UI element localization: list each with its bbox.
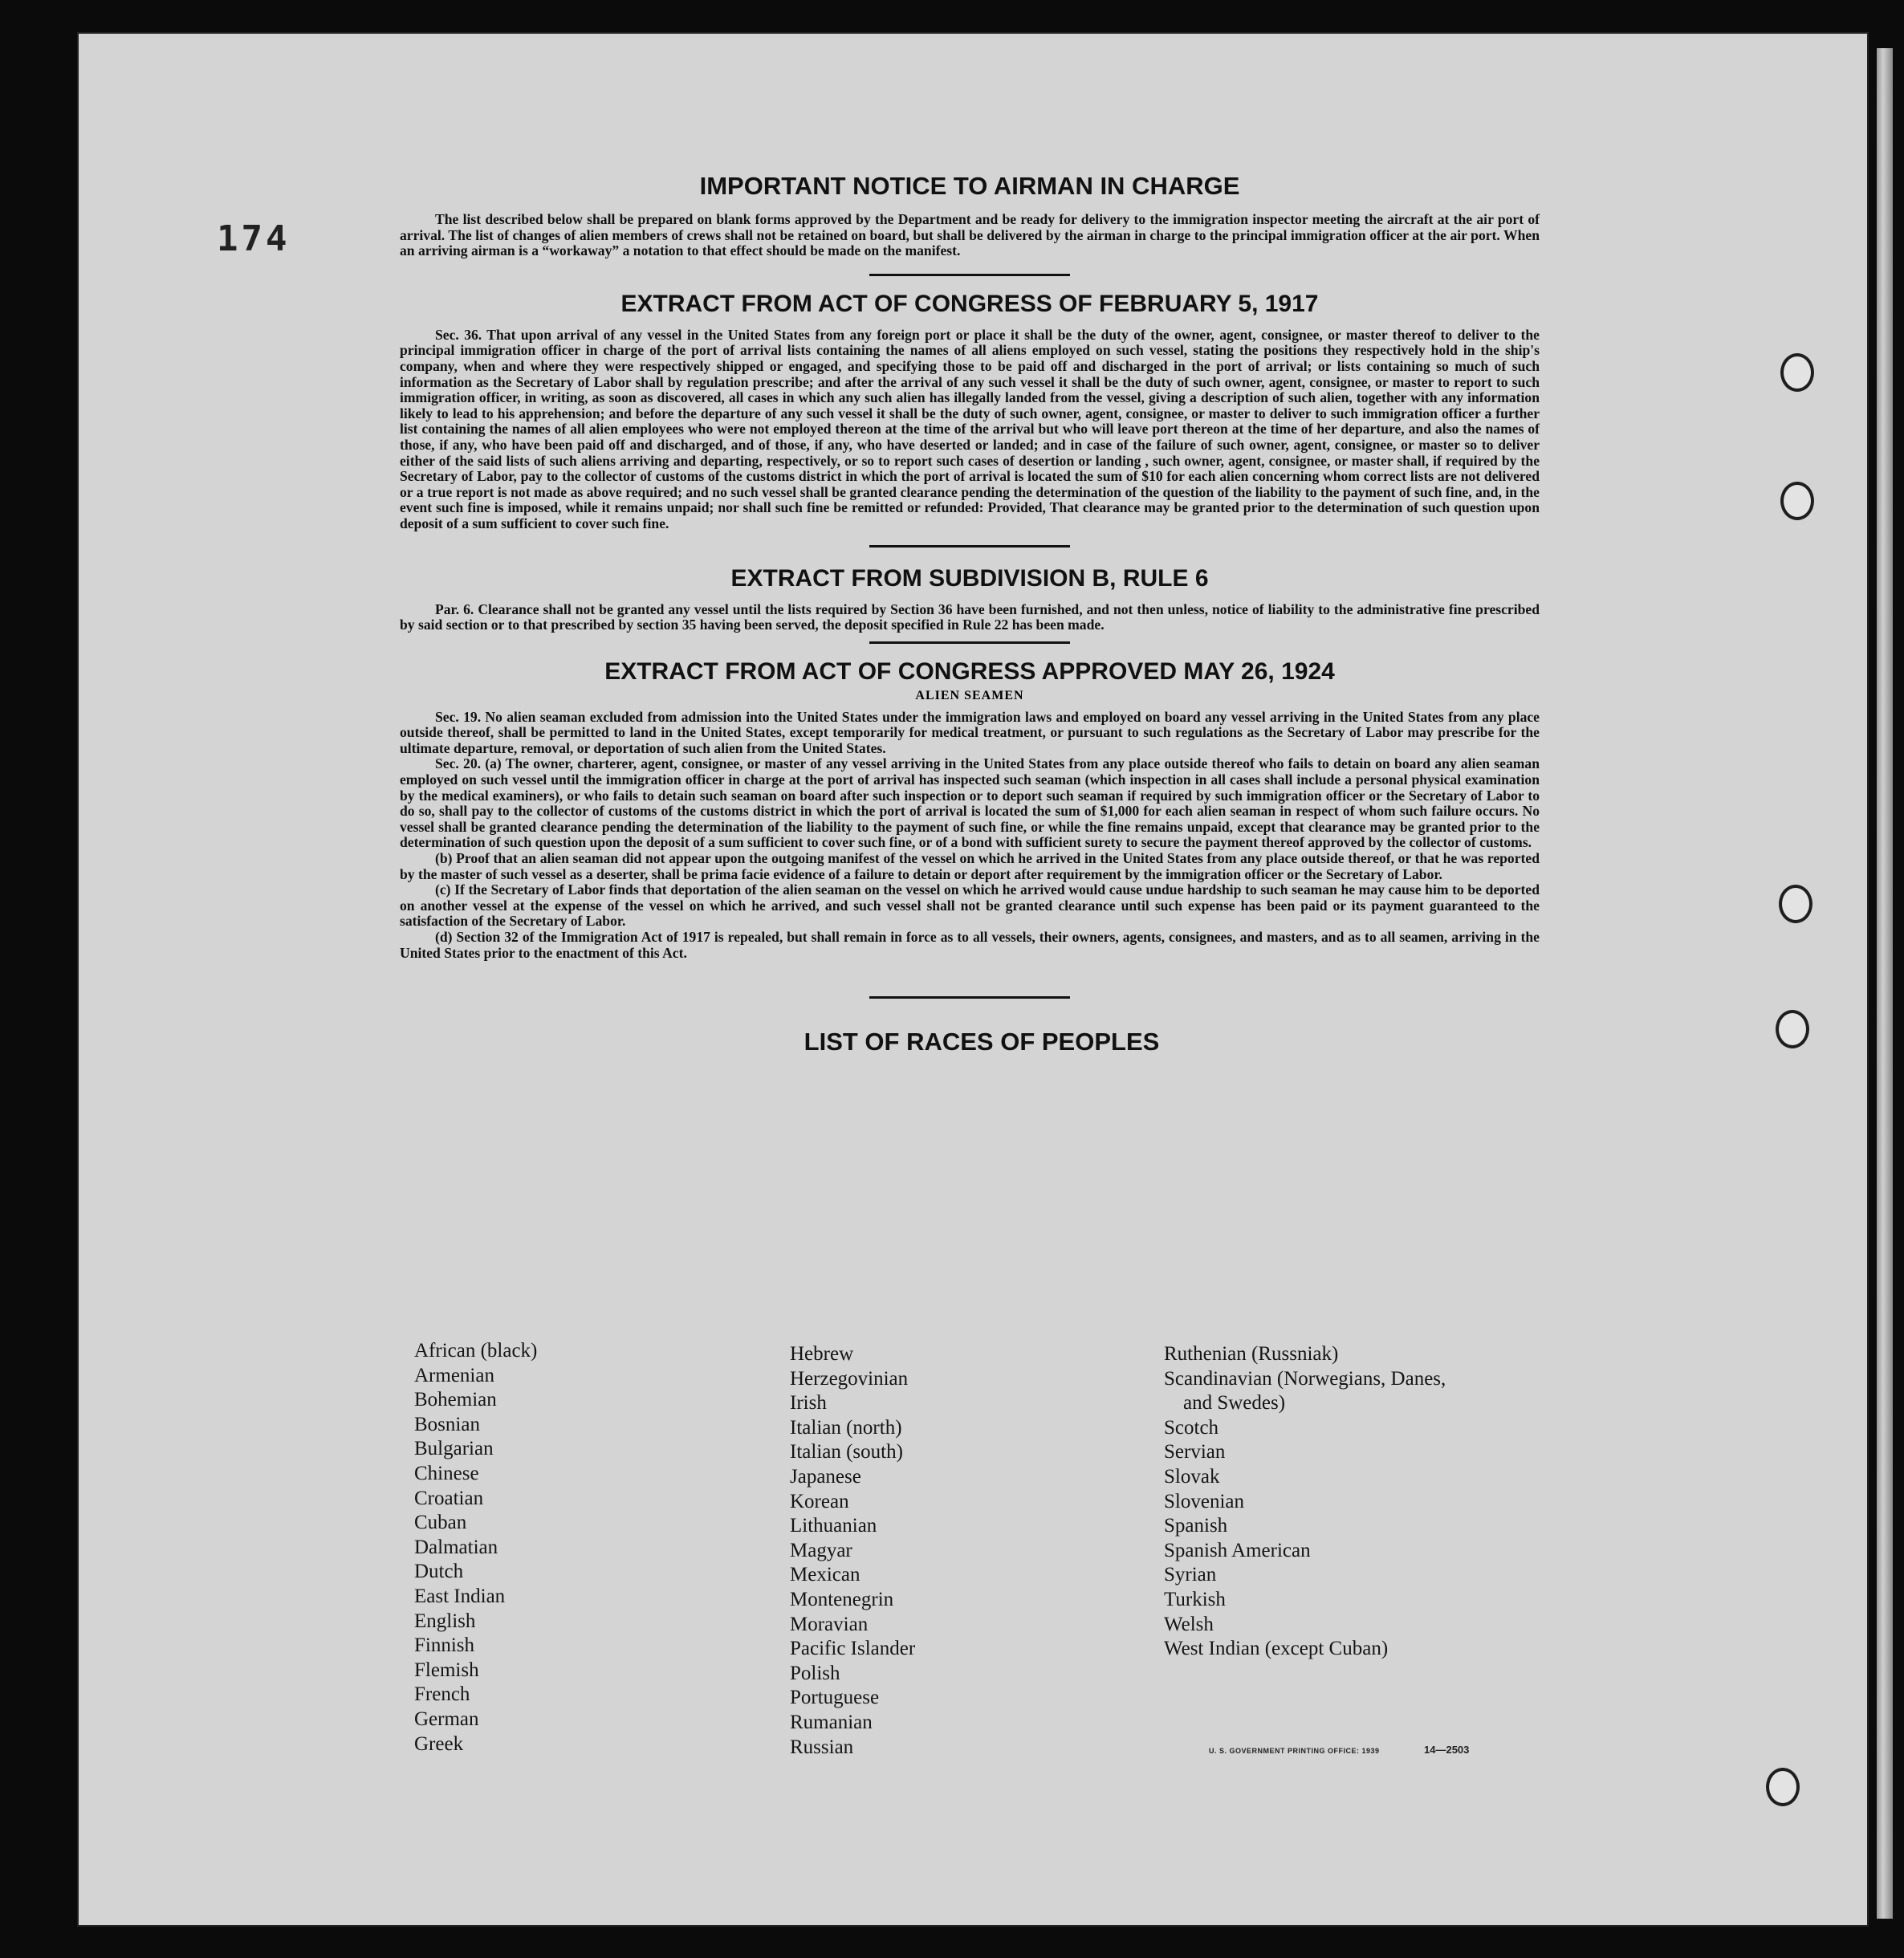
margin-mark: 174 [217,218,291,259]
races-column-2 [790,1342,915,1760]
act-1924-paragraph: (c) If the Secretary of Labor finds that deportation of the alien seaman on the vessel on which he arrived would cause undue hardship to such seaman he may cause him to be deported on another vessel at the expense of the vessel on which he arrived, and such vessel shall not be granted clearance until such expense has been paid or its payment guaranteed to the satisfaction of the Secretary of Labor. [400,881,1540,930]
race-item: and Swedes) [1183,1392,1286,1415]
race-item: Bulgarian [414,1438,494,1460]
punch-hole-icon [1780,353,1814,392]
races-column-3 [1164,1342,1446,1662]
race-item: Slovak [1164,1465,1220,1488]
act-1924-paragraph: (b) Proof that an alien seaman did not appear upon the outgoing manifest of the vessel on which he arrived in the United States from any place outside thereof, or that he was reported by the master of such vessel as a deserter, shall be prima facie evidence of a failure to detain or deport after requirement by the immigration officer or the Secretary of Labor. [400,850,1540,882]
race-item: Mexican [790,1564,860,1586]
race-item: Spanish American [1164,1539,1311,1561]
punch-hole-icon [1766,1768,1800,1806]
race-item: Moravian [790,1613,869,1635]
race-item: Herzegovinian [790,1367,909,1390]
race-item: Turkish [1164,1588,1226,1610]
printing-office-imprint: U. S. GOVERNMENT PRINTING OFFICE: 1939 [1209,1747,1380,1755]
act-1917-body: Sec. 36. That upon arrival of any vessel in the United States from any foreign port or place it shall be the duty of the owner, agent, consignee, or master thereof to deliver to the principal immigration officer in charge of the port of arrival lists containing the names of all aliens employed on such vessel, stating the positions they respectively hold in the ship's company, when and where they were respectively shipped or engaged, and specifying those to be paid off and discharged in the port of arrival; or lists containing so much of such information as the Secretary of Labor shall by regulation prescribe; and after the arrival of any such vessel it shall be the duty of such owner, agent, consignee, or master to report to such immigration officer, in writing, as soon as discovered, all cases in which any such alien has illegally landed from the vessel, giving a description of such alien, together with any information likely to lead to his apprehension; and before the departure of any such vessel it shall be the duty of such owner, agent, consignee, or master to deliver to such immigration officer a further list containing the names of all alien employees who were not employed thereon at the time of the arrival but who will leave port thereon at the time of her departure, and also the names of those, if any, who have been paid off and discharged, and of those, if any, who have deserted or landed; and in case of the failure of such owner, agent, consignee, or master so to deliver either of the said lists of such aliens arriving and departing, respectively, or so to report such cases of desertion or landing , such owner, agent, consignee, or master shall, if required by the Secretary of Labor, pay to the collector of customs of the customs district in which the port of arrival is located the sum of $10 for each alien concerning whom correct lists are not delivered or a true report is not made as above required; and no such vessel shall be granted clearance pending the determination of the question of the liability to the payment of such fine, and, in the event such fine is imposed, while it remains unpaid; nor shall such fine be remitted or refunded: Provided, That clearance may be granted prior to the determination of such question upon deposit of a sum sufficient to cover such fine. [400,326,1540,531]
race-item: Bosnian [414,1413,480,1435]
race-item: Montenegrin [790,1588,894,1610]
notice-title: IMPORTANT NOTICE TO AIRMAN IN CHARGE [699,172,1240,200]
form-number: 14—2503 [1424,1744,1470,1756]
race-item: Servian [1164,1441,1226,1463]
race-item: Italian (south) [790,1441,903,1463]
race-item: Japanese [790,1465,861,1488]
races-title: LIST OF RACES OF PEOPLES [804,1028,1160,1056]
race-item: Armenian [414,1364,494,1386]
punch-hole-icon [1780,482,1814,520]
race-item: Polish [790,1662,840,1684]
race-item: Spanish [1164,1515,1228,1537]
notice-body: The list described below shall be prepared on blank forms approved by the Department and be ready for delivery to the immigration inspector meeting the aircraft at the air port of arrival. The list of changes of alien members of crews shall not be retained on board, but shall be delivered by the airman in charge to the principal immigration officer at the air port. When an arriving airman is a “workaway” a notation to that effect should be made on the manifest. [400,211,1540,259]
race-item: Bohemian [414,1389,497,1411]
act-1924-paragraph: Sec. 20. (a) The owner, charterer, agent, consignee, or master of any vessel arriving in the United States from any place outside thereof who fails to detain on board any alien seaman employed on such vessel until the immigration officer in charge at the port of arrival has inspected such seaman (which inspection in all cases shall include a personal physical examination by the medical examiners), or who fails to detain such seaman on board after such inspection or to deport such seaman if required by such immigration officer or the Secretary of Labor to do so, shall pay to the collector of customs of the customs district in which the port of arrival is located the sum of $1,000 for each alien seaman in respect of whom such failure occurs. No vessel shall be granted clearance pending the determination of the liability to the payment of such fine, or while the fine remains unpaid, except that clearance may be granted prior to the determination of such question upon the deposit of a sum sufficient to cover such fine, or of a bond with sufficient surety to secure the payment thereof approved by the collector of customs. [400,755,1540,851]
divider [869,996,1070,999]
race-item: Lithuanian [790,1515,877,1537]
race-item: Ruthenian (Russniak) [1164,1343,1339,1365]
race-item: Dutch [414,1561,464,1583]
act-1924-title: EXTRACT FROM ACT OF CONGRESS APPROVED MAY 26, 1924 [604,657,1335,685]
act-1924-subtitle: ALIEN SEAMEN [915,688,1024,702]
rule-6-title: EXTRACT FROM SUBDIVISION B, RULE 6 [730,564,1209,592]
race-item: Chinese [414,1462,479,1484]
race-item: Korean [790,1490,849,1512]
rule-6-body: Par. 6. Clearance shall not be granted any vessel until the lists required by Section 36 have been furnished, and not then unless, notice of liability to the administrative fine prescribed by said section or to that prescribed by section 35 having been served, the deposit specified in Rule 22 has been made. [400,600,1540,633]
act-1924-paragraph: (d) Section 32 of the Immigration Act of 1917 is repealed, but shall remain in force as to all vessels, their owners, agents, consignees, and masters, and as to all seamen, arriving in the United States prior to the enactment of this Act. [400,929,1540,961]
race-item: Syrian [1164,1564,1217,1586]
race-item: Irish [790,1392,827,1415]
document-body [400,172,1540,1056]
race-item: East Indian [414,1585,506,1607]
race-item: Rumanian [790,1711,873,1733]
race-item: Portuguese [790,1687,880,1709]
race-item: German [414,1708,479,1730]
race-item: Pacific Islander [790,1638,916,1660]
race-item: Italian (north) [790,1416,902,1439]
page-edge [1877,48,1893,1919]
act-1924-paragraph: Sec. 19. No alien seaman excluded from admission into the United States under the immigration laws and employed on board any vessel arriving in the United States from any place outside thereof, shall be permitted to land in the United States, except temporarily for medical treatment, or pursuant to such regulations as the Secretary of Labor may prescribe for the ultimate departure, removal, or deportation of such alien from the United States. [400,708,1540,756]
race-item: Russian [790,1736,854,1758]
race-item: Scotch [1164,1416,1219,1439]
race-item: West Indian (except Cuban) [1164,1638,1389,1660]
race-item: French [414,1683,470,1706]
race-item: Flemish [414,1659,479,1681]
act-1917-title: EXTRACT FROM ACT OF CONGRESS OF FEBRUARY 5, 1917 [620,290,1319,317]
race-item: Dalmatian [414,1536,498,1558]
race-item: Welsh [1164,1613,1214,1635]
race-item: Scandinavian (Norwegians, Danes, [1164,1367,1446,1390]
race-item: Magyar [790,1539,852,1561]
race-item: English [414,1610,476,1632]
divider [869,641,1070,644]
punch-hole-icon [1779,885,1812,923]
race-item: Cuban [414,1512,467,1534]
race-item: Greek [414,1732,464,1755]
race-item: Croatian [414,1487,484,1509]
race-item: Hebrew [790,1343,854,1365]
race-item: African (black) [414,1340,538,1362]
races-column-1 [414,1339,537,1757]
punch-hole-icon [1776,1010,1809,1048]
divider [869,274,1070,276]
race-item: Slovenian [1164,1490,1244,1512]
divider [869,545,1070,548]
race-item: Finnish [414,1634,475,1657]
